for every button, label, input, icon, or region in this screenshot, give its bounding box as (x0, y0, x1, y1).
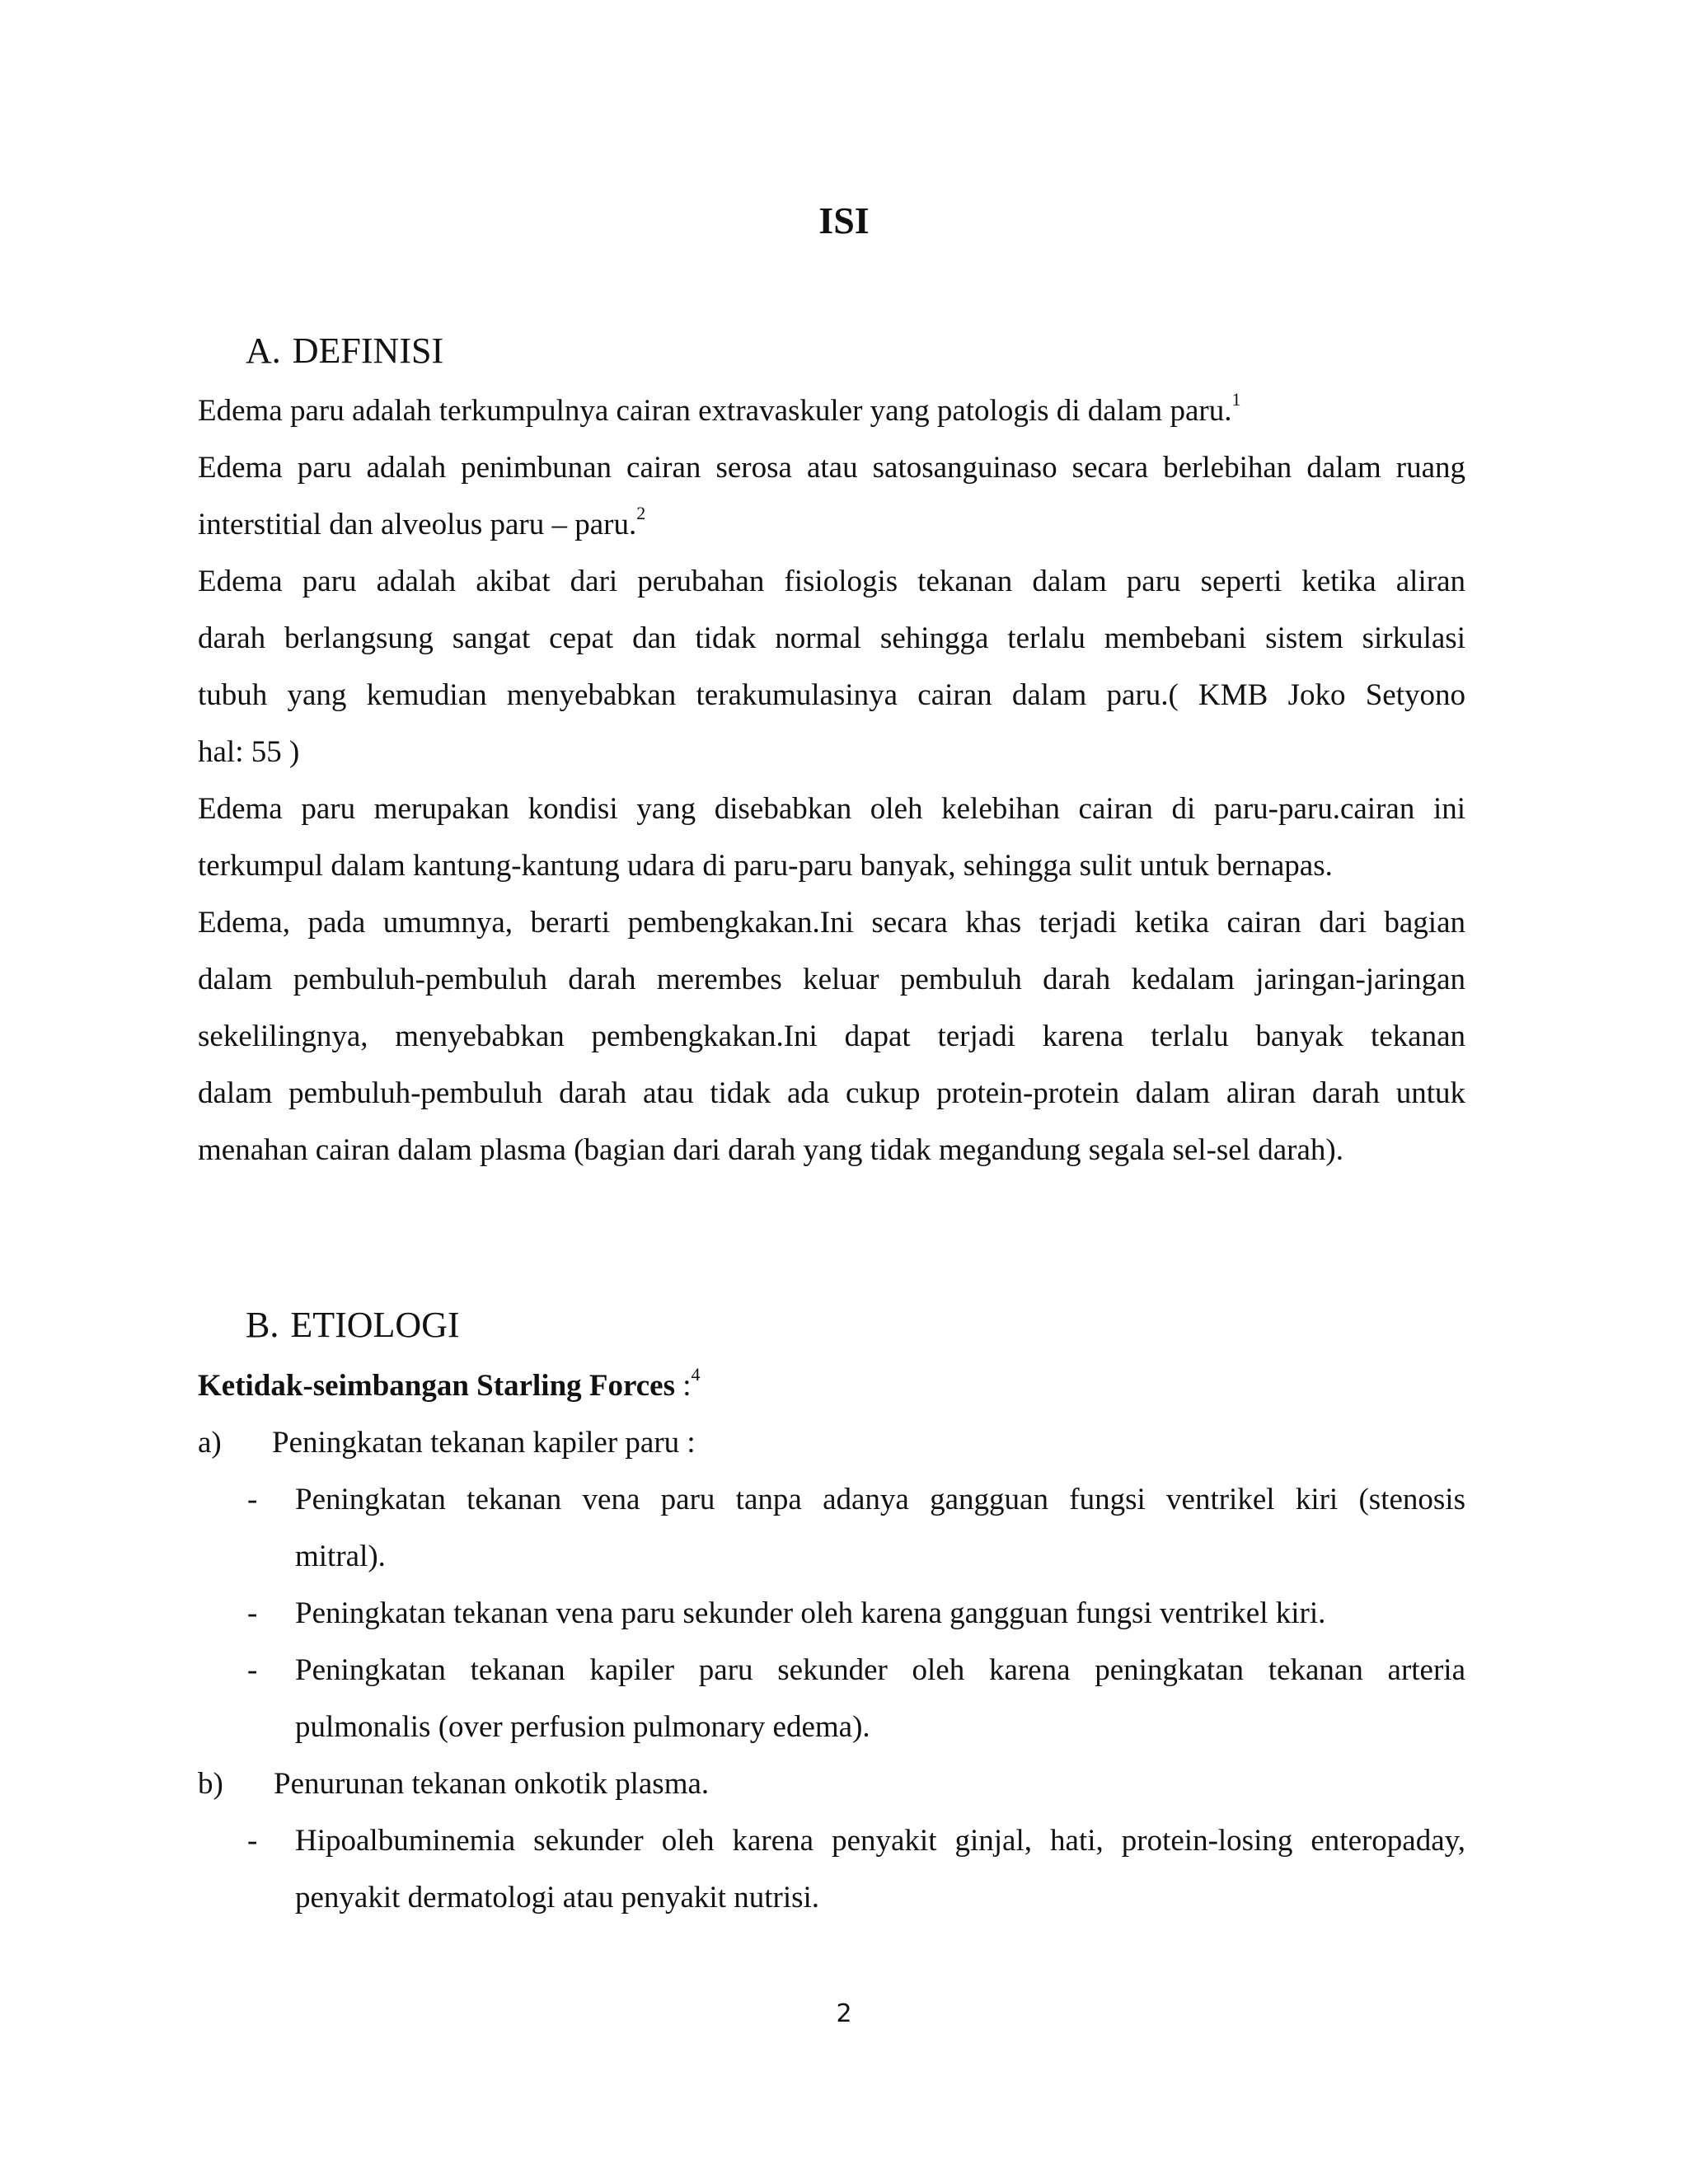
footnote-ref-2: 2 (636, 503, 646, 523)
definition-paragraph-2-line-2 (198, 496, 1465, 553)
definition-paragraph-5-line-3: sekelilingnya, menyebabkan pembengkakan.Ini dapat terjadi karena terlalu banyak tekanan (198, 1019, 1465, 1053)
bullet-dash: - (247, 1483, 258, 1516)
bullet-4-line-2: penyakit dermatologi atau penyakit nutrisi. (295, 1881, 820, 1915)
section-a-title: DEFINISI (292, 330, 444, 371)
definition-paragraph-3-line-3: tubuh yang kemudian menyebabkan terakumulasinya cairan dalam paru.( KMB Joko Setyono (198, 678, 1465, 712)
bullet-dash: - (247, 1653, 258, 1687)
bullet-1-line-2: mitral). (295, 1540, 386, 1573)
subheading-text: Ketidak-seimbangan Starling Forces (198, 1369, 675, 1403)
list-item-a-bullet-2 (295, 1585, 1465, 1642)
page-title: ISI (818, 199, 870, 241)
section-b-title: ETIOLOGI (290, 1305, 460, 1345)
bullet-3-line-1: Peningkatan tekanan kapiler paru sekunder oleh karena peningkatan tekanan arteria (295, 1653, 1465, 1687)
list-item-b-text: Penurunan tekanan onkotik plasma. (274, 1767, 710, 1801)
bullet-2-line-1: Peningkatan tekanan vena paru sekunder oleh karena gangguan fungsi ventrikel kiri. (295, 1596, 1326, 1630)
etiologi-subheading (198, 1357, 701, 1414)
bullet-1-line-1: Peningkatan tekanan vena paru tanpa adanya gangguan fungsi ventrikel kiri (stenosis (295, 1483, 1465, 1516)
definition-1-text: Edema paru adalah terkumpulnya cairan extravaskuler yang patologis di dalam paru. (198, 394, 1232, 428)
bullet-dash: - (247, 1596, 258, 1630)
definition-paragraph-3-line-2: darah berlangsung sangat cepat dan tidak normal sehingga terlalu membebani sistem sirkulasi (198, 621, 1465, 655)
section-b-letter: B. (246, 1305, 279, 1345)
definition-paragraph-5-line-4: dalam pembuluh-pembuluh darah atau tidak ada cukup protein-protein dalam aliran darah untuk (198, 1076, 1465, 1110)
section-b-heading (246, 1301, 460, 1350)
definition-paragraph-5-line-2: dalam pembuluh-pembuluh darah merembes keluar pembuluh darah kedalam jaringan-jaringan (198, 963, 1465, 996)
definition-paragraph-5-line-5: menahan cairan dalam plasma (bagian dari darah yang tidak megandung segala sel-sel darah). (198, 1133, 1343, 1167)
bullet-dash: - (247, 1824, 258, 1858)
section-a-letter: A. (246, 330, 281, 371)
definition-paragraph-4-line-2: terkumpul dalam kantung-kantung udara di paru-paru banyak, sehingga sulit untuk bernapas. (198, 849, 1333, 883)
definition-paragraph-4-line-1: Edema paru merupakan kondisi yang disebabkan oleh kelebihan cairan di paru-paru.cairan ini (198, 792, 1465, 826)
definition-paragraph-5-line-1: Edema, pada umumnya, berarti pembengkakan.Ini secara khas terjadi ketika cairan dari bagian (198, 906, 1465, 940)
footnote-ref-4: 4 (691, 1364, 701, 1385)
list-item-a-bullet-1 (295, 1471, 1465, 1585)
list-marker-a: a) (198, 1426, 222, 1460)
subheading-colon: : (675, 1369, 692, 1403)
footnote-ref-1: 1 (1231, 389, 1241, 410)
bullet-3-line-2: pulmonalis (over perfusion pulmonary edema). (295, 1710, 870, 1744)
section-a-heading (246, 326, 443, 376)
bullet-4-line-1: Hipoalbuminemia sekunder oleh karena penyakit ginjal, hati, protein-losing enteropaday, (295, 1824, 1465, 1858)
page-number: 2 (836, 1999, 852, 2028)
definition-paragraph-3-line-4: hal: 55 ) (198, 735, 300, 769)
list-item-a-bullet-3 (295, 1642, 1465, 1755)
definition-paragraph-3-line-1: Edema paru adalah akibat dari perubahan fisiologis tekanan dalam paru seperti ketika aliran (198, 565, 1465, 598)
definition-paragraph-2-line-1: Edema paru adalah penimbunan cairan serosa atau satosanguinaso secara berlebihan dalam ruang (198, 451, 1465, 485)
definition-2-text: interstitial dan alveolus paru – paru. (198, 508, 637, 541)
definition-paragraph-1 (198, 382, 1465, 439)
list-item-b-bullet-1 (295, 1812, 1465, 1926)
list-marker-b: b) (198, 1767, 223, 1801)
definisi-body (198, 382, 1465, 1179)
list-item-a-text: Peningkatan tekanan kapiler paru : (272, 1426, 696, 1460)
